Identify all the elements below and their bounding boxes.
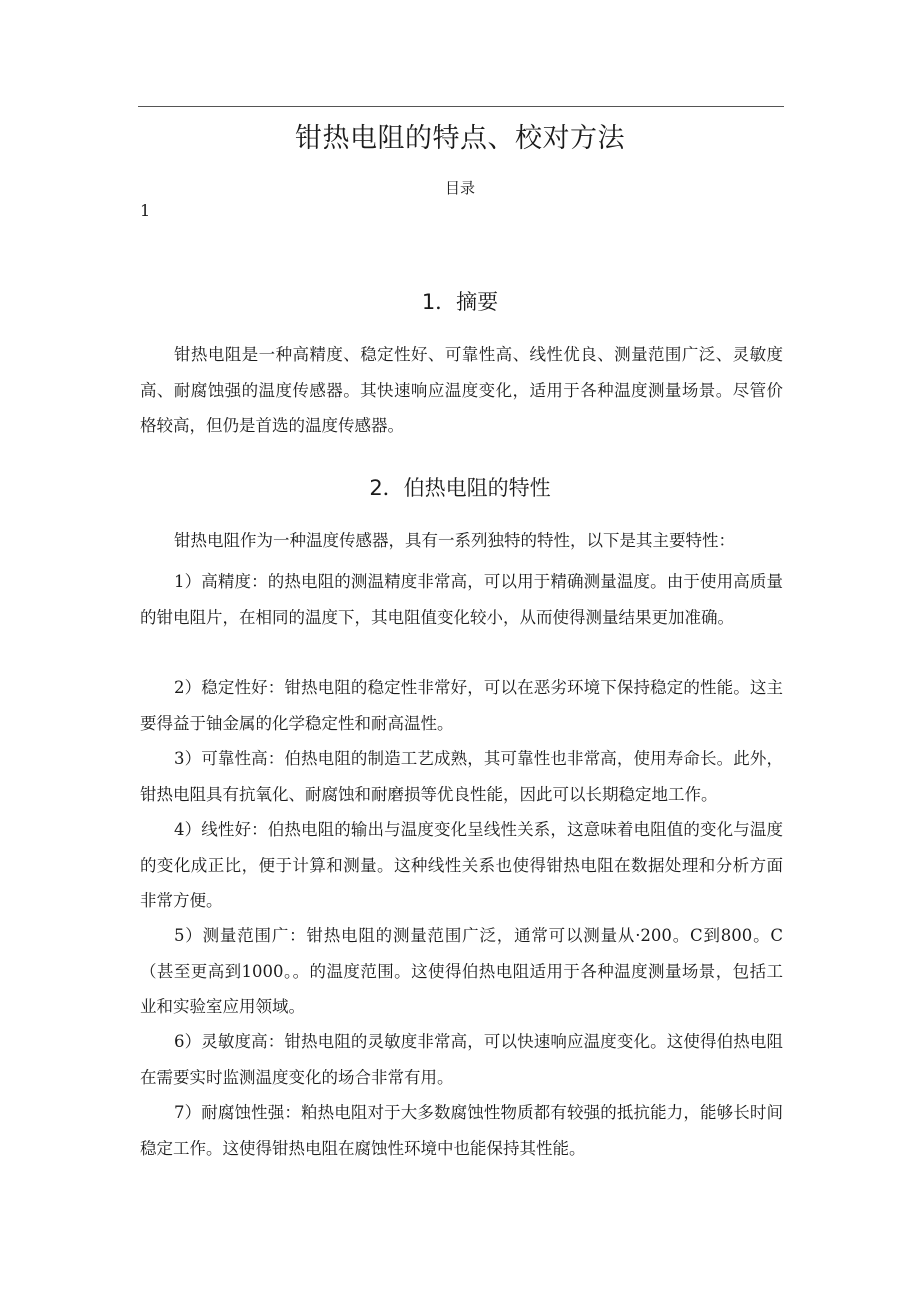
list-item: 5）测量范围广：钳热电阻的测量范围广泛，通常可以测量从·200。C到800。C（甚至更高到1000。。的温度范围。这使得伯热电阻适用于各种温度测量场景，包括工业和实验室应用领域。: [140, 926, 783, 1016]
section-heading-summary: 1．摘要: [421, 290, 499, 314]
list-item: 1）高精度：的热电阻的测温精度非常高，可以用于精确测量温度。由于使用高质量的钳电阻片，在相同的温度下，其电阻值变化较小，从而使得测量结果更加准确。: [140, 572, 783, 627]
list-item: 7）耐腐蚀性强：粕热电阻对于大多数腐蚀性物质都有较强的抵抗能力，能够长时间稳定工作。这使得钳热电阻在腐蚀性环境中也能保持其性能。: [140, 1103, 783, 1158]
list-item: 6）灵敏度高：钳热电阻的灵敏度非常高，可以快速响应温度变化。这使得伯热电阻在需要实时监测温度变化的场合非常有用。: [140, 1032, 783, 1087]
list-item: 2）稳定性好：钳热电阻的稳定性非常好，可以在恶劣环境下保持稳定的性能。这主要得益于铀金属的化学稳定性和耐高温性。: [140, 678, 783, 733]
page-number: 1: [140, 201, 151, 220]
toc-label: 目录: [444, 179, 475, 197]
characteristics-intro: 钳热电阻作为一种温度传感器，具有一系列独特的特性，以下是其主要特性：: [174, 531, 735, 550]
document-title: 钳热电阻的特点、校对方法: [295, 123, 625, 154]
list-item: 3）可靠性高：伯热电阻的制造工艺成熟，其可靠性也非常高，使用寿命长。此外，钳热电阻具有抗氧化、耐腐蚀和耐磨损等优良性能，因此可以长期稳定地工作。: [140, 749, 783, 804]
section-heading-characteristics: 2．伯热电阻的特性: [369, 476, 551, 500]
header-rule: [138, 106, 784, 107]
list-item: 4）线性好：伯热电阻的输出与温度变化呈线性关系，这意味着电阻值的变化与温度的变化成正比，便于计算和测量。这种线性关系也使得钳热电阻在数据处理和分析方面非常方便。: [140, 820, 783, 910]
summary-paragraph: 钳热电阻是一种高精度、稳定性好、可靠性高、线性优良、测量范围广泛、灵敏度高、耐腐蚀强的温度传感器。其快速响应温度变化，适用于各种温度测量场景。尽管价格较高，但仍是首选的温度传感器。: [140, 345, 783, 435]
